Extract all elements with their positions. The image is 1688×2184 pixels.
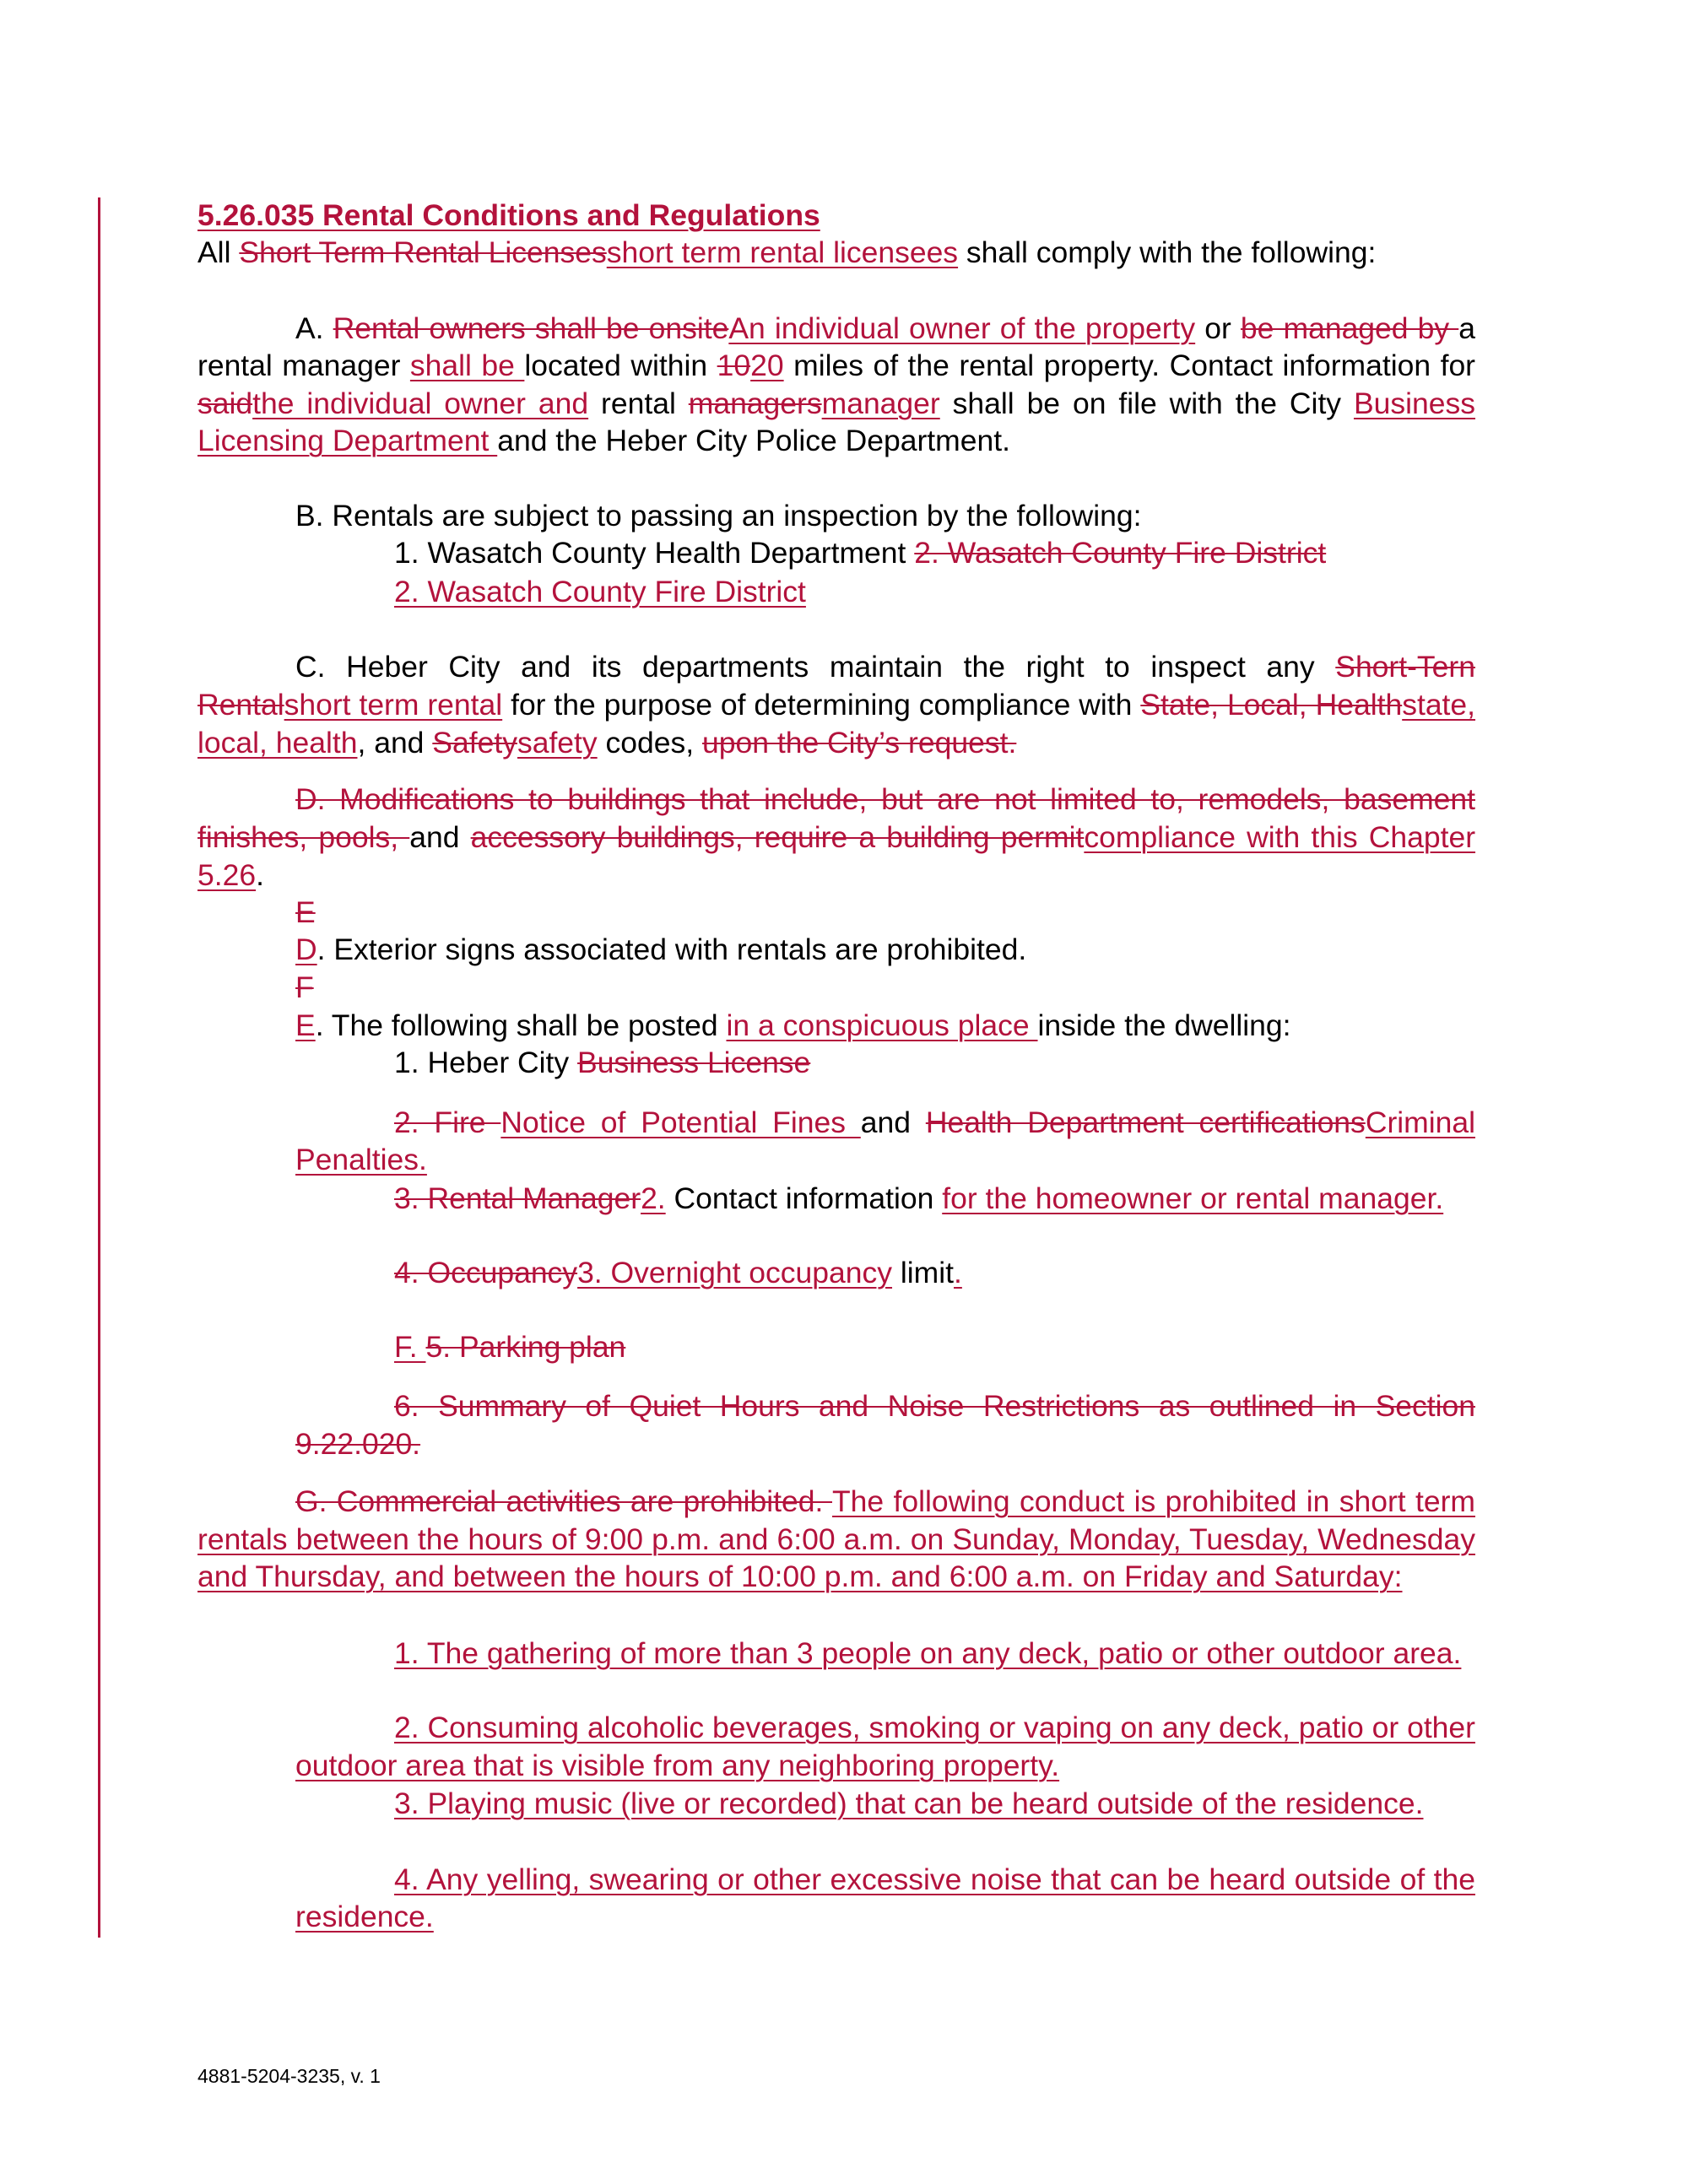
deleted-text: Short Term Rental Licenses bbox=[239, 235, 607, 269]
deleted-text: accessory buildings, require a building permit bbox=[470, 819, 1085, 854]
inserted-text: in a conspicuous place bbox=[726, 1008, 1038, 1043]
intro-line bbox=[197, 234, 1376, 272]
deleted-text: 10 bbox=[717, 349, 751, 383]
item-c bbox=[197, 648, 1475, 761]
conduct-1 bbox=[295, 1635, 1475, 1673]
deleted-text: 5. Parking plan bbox=[425, 1330, 626, 1365]
deleted-text: 2. Wasatch County Fire District bbox=[914, 535, 1327, 570]
body-text: , and bbox=[357, 725, 433, 760]
inserted-text: state, local, health bbox=[197, 688, 1476, 760]
inserted-text: short term rental licensees bbox=[606, 235, 959, 269]
deleted-text: managers bbox=[688, 386, 822, 420]
document-footer-id: 4881-5204-3235, v. 1 bbox=[197, 2065, 381, 2087]
body-text: inside the dwelling: bbox=[1037, 1008, 1291, 1043]
inserted-text: F. bbox=[394, 1330, 426, 1365]
deleted-text: D. Modifications to buildings that include, but are not limited to, remodels, basement finishes, pools, bbox=[197, 782, 1475, 854]
body-text: 1. Heber City bbox=[394, 1046, 578, 1080]
inserted-text: compliance with this Chapter 5.26 bbox=[197, 819, 1476, 892]
inserted-text: An individual owner of the property bbox=[728, 311, 1196, 345]
inserted-text: E bbox=[295, 1008, 316, 1043]
posting-1 bbox=[394, 1044, 810, 1082]
item-f bbox=[394, 1328, 625, 1366]
inserted-text: Business Licensing Department bbox=[197, 386, 1476, 458]
deleted-text: be managed by bbox=[1240, 311, 1459, 345]
body-text: B. Rentals are subject to passing an inspection by the following: bbox=[295, 498, 1142, 532]
body-text: A. bbox=[295, 311, 333, 345]
inserted-text: 1. The gathering of more than 3 people on any deck, patio or other outdoor area. bbox=[394, 1635, 1462, 1670]
item-e bbox=[295, 1007, 1291, 1045]
body-text: and bbox=[860, 1105, 926, 1139]
inserted-text: 3. Overnight occupancy bbox=[577, 1255, 893, 1289]
letter-e-deleted bbox=[295, 894, 316, 932]
section-heading bbox=[197, 197, 820, 235]
posting-4 bbox=[394, 1254, 962, 1292]
body-text: . Exterior signs associated with rentals are prohibited. bbox=[316, 933, 1027, 967]
body-text: limit bbox=[892, 1255, 954, 1289]
inserted-text: 4. Any yelling, swearing or other excessive noise that can be heard outside of the residence. bbox=[295, 1862, 1475, 1934]
item-b bbox=[295, 497, 1141, 535]
deleted-text: State, Local, Health bbox=[1140, 688, 1403, 722]
item-d bbox=[295, 931, 1026, 969]
item-d-deleted bbox=[197, 781, 1475, 894]
inserted-text: short term rental bbox=[284, 688, 503, 722]
inserted-text: 2. Consuming alcoholic beverages, smoking or vaping on any deck, patio or other outdoor area that is visible from any neighboring property. bbox=[295, 1711, 1475, 1782]
inserted-text: 5.26.035 Rental Conditions and Regulations bbox=[197, 197, 820, 232]
deleted-text: 3. Rental Manager bbox=[394, 1181, 641, 1215]
conduct-4 bbox=[295, 1861, 1475, 1936]
body-text: rental bbox=[588, 386, 689, 420]
letter-f-deleted bbox=[295, 969, 314, 1007]
inserted-text: for the homeowner or rental manager. bbox=[942, 1181, 1444, 1215]
deleted-text: 4. Occupancy bbox=[394, 1255, 578, 1289]
inserted-text: Notice of Potential Fines bbox=[500, 1105, 861, 1139]
body-text: 1. Wasatch County Health Department bbox=[394, 535, 915, 570]
body-text: . The following shall be posted bbox=[315, 1008, 727, 1043]
item-a bbox=[197, 310, 1475, 460]
deleted-text: E bbox=[295, 895, 316, 930]
body-text: located within bbox=[524, 349, 717, 383]
body-text: codes, bbox=[597, 725, 702, 760]
body-text: and bbox=[409, 819, 471, 854]
body-text: and the Heber City Police Department. bbox=[497, 424, 1010, 458]
body-text: shall comply with the following: bbox=[958, 235, 1377, 269]
item-g bbox=[197, 1483, 1475, 1596]
inserted-text: 2. bbox=[641, 1181, 666, 1215]
deleted-text: 2. Fire bbox=[394, 1105, 501, 1139]
conduct-3 bbox=[295, 1785, 1475, 1823]
posting-2 bbox=[295, 1104, 1475, 1179]
deleted-text: upon the City’s request. bbox=[702, 725, 1017, 760]
deleted-text: Rental owners shall be onsite bbox=[333, 311, 729, 345]
deleted-text: Short-Tern Rental bbox=[197, 650, 1475, 722]
inserted-text: 20 bbox=[750, 349, 784, 383]
posting-3 bbox=[295, 1180, 1475, 1218]
inserted-text: D bbox=[295, 933, 317, 967]
inserted-text: the individual owner and bbox=[252, 386, 589, 420]
body-text: a rental manager bbox=[197, 311, 1475, 383]
deleted-text: Health Department certifications bbox=[925, 1105, 1366, 1139]
inserted-text: 2. Wasatch County Fire District bbox=[394, 574, 806, 608]
body-text: . bbox=[256, 857, 264, 892]
inserted-text: 3. Playing music (live or recorded) that can be heard outside of the residence. bbox=[394, 1786, 1424, 1820]
deleted-text: Safety bbox=[432, 725, 517, 760]
inserted-text: shall be bbox=[409, 349, 525, 383]
body-text: C. Heber City and its departments maintain the right to inspect any bbox=[295, 650, 1336, 684]
inspection-1 bbox=[394, 534, 1326, 572]
deleted-text: G. Commercial activities are prohibited. bbox=[295, 1484, 832, 1519]
deleted-text: 6. Summary of Quiet Hours and Noise Restrictions as outlined in Section 9.22.020. bbox=[295, 1389, 1475, 1461]
body-text: All bbox=[197, 235, 240, 269]
inserted-text: manager bbox=[821, 386, 940, 420]
body-text: for the purpose of determining compliance with bbox=[502, 688, 1141, 722]
conduct-2 bbox=[295, 1709, 1475, 1784]
inserted-text: The following conduct is prohibited in short term rentals between the hours of 9:00 p.m. and 6:00 a.m. on Sunday, Monday, Tuesday, Wednesday and Thursday, and between the hours of 10:00 p.m. and 6:00 a.m. on Friday and Saturday: bbox=[197, 1484, 1475, 1594]
deleted-text: said bbox=[197, 386, 253, 420]
deleted-text: F bbox=[295, 970, 314, 1004]
posting-6-deleted bbox=[295, 1387, 1475, 1462]
body-text: Contact information bbox=[665, 1181, 943, 1215]
inserted-text: Criminal Penalties. bbox=[295, 1105, 1475, 1177]
deleted-text: Business License bbox=[577, 1046, 811, 1080]
revision-change-bar bbox=[98, 197, 100, 1938]
body-text: miles of the rental property. Contact information for bbox=[783, 349, 1476, 383]
body-text: shall be on file with the City bbox=[939, 386, 1354, 420]
inspection-2 bbox=[394, 573, 806, 611]
inserted-text: safety bbox=[517, 725, 598, 760]
inserted-text: . bbox=[954, 1255, 962, 1289]
body-text: or bbox=[1195, 311, 1241, 345]
